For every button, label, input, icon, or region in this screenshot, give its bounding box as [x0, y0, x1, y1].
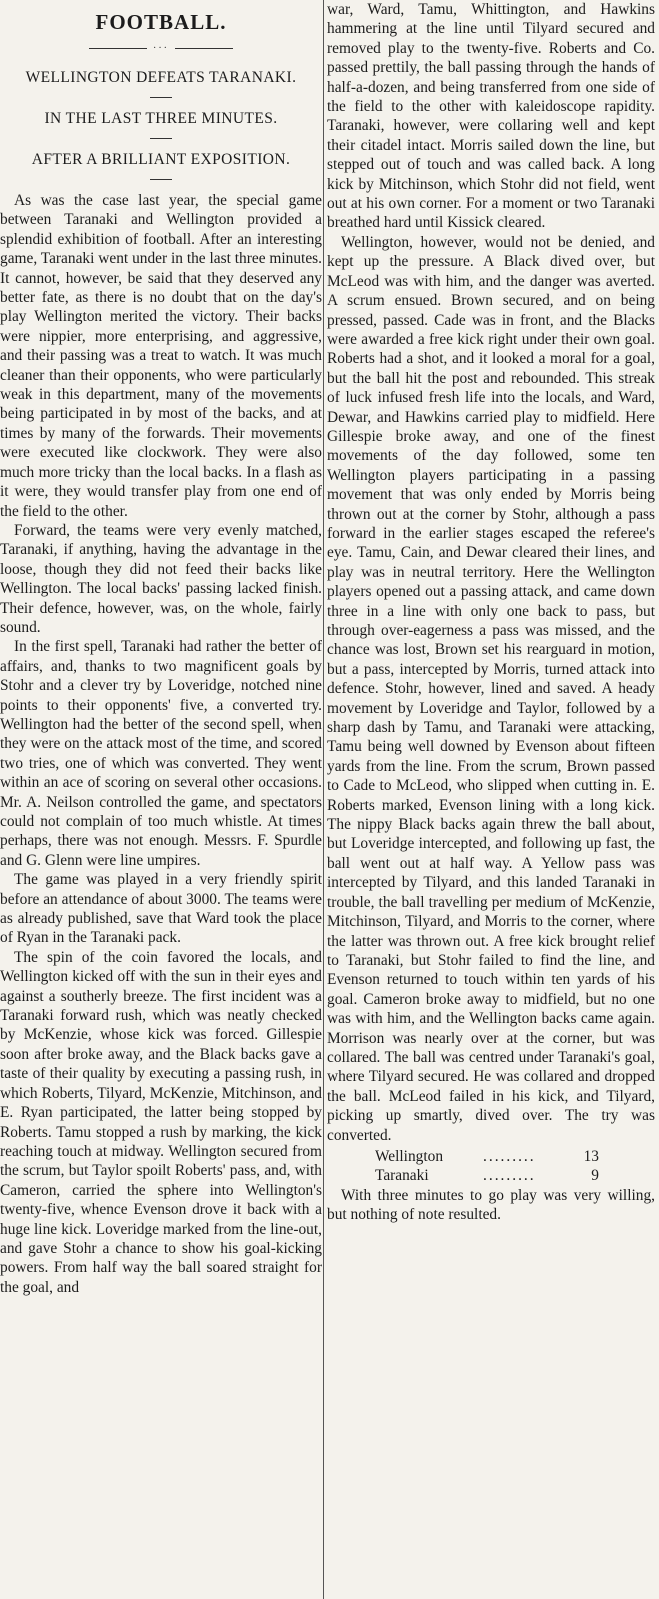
subhead-divider — [150, 138, 172, 139]
paragraph: The spin of the coin favored the locals, and Wellington kicked off with the sun in their eyes and against a southerly breeze. The first incident was a Taranaki forward rush, which was neatly checked by McKenzie, whose kick was forced. Gillespie soon after broke away, and the Black backs gave a taste of their quality by executing a passing rush, in which Roberts, Tilyard, McKenzie, Mitchinson, and E. Ryan participated, the latter being stopped by Roberts. Tamu stopped a rush by marking, the kick reaching touch at midway. Wellington secured from the scrum, but Taylor spoilt Roberts' pass, and, with Cameron, carried the sphere into Wellington's twenty-five, whence Evenson drove it back with a huge line kick. Loveridge marked from the line-out, and gave Stohr a chance to show his goal-kicking powers. From half way the ball soared straight for the goal, and — [0, 948, 322, 1296]
team-name: Taranaki — [375, 1167, 429, 1185]
article-title: FOOTBALL. — [95, 10, 227, 34]
paragraph: Forward, the teams were very evenly matched, Taranaki, if anything, having the advantage in the loose, though they did not feed their backs like Wellington. The local backs' passing lacked finish. Their defence, however, was, on the whole, fairly sound. — [0, 521, 322, 636]
leader-dots: ......... — [483, 1167, 536, 1185]
subhead-divider — [150, 179, 172, 180]
score-row — [327, 1166, 655, 1185]
team-points: 9 — [591, 1167, 599, 1185]
title-ornament: ··· — [0, 43, 322, 54]
subhead-1: WELLINGTON DEFEATS TARANAKI. — [25, 69, 297, 86]
subhead-3: AFTER A BRILLIANT EXPOSITION. — [31, 151, 291, 168]
team-points: 13 — [583, 1147, 599, 1165]
right-column — [327, 0, 655, 1225]
team-name: Wellington — [375, 1147, 444, 1165]
closing-paragraph: With three minutes to go play was very willing, but nothing of note resulted. — [327, 1186, 655, 1224]
subhead-2: IN THE LAST THREE MINUTES. — [44, 110, 278, 127]
left-column — [0, 0, 322, 1297]
paragraph: Wellington, however, would not be denied, and kept up the pressure. A Black dived over, but McLeod was with him, and the danger was averted. A scrum ensued. Brown secured, and on being pressed, passed. Cade was in front, and the Blacks were awarded a free kick right under their own goal. Roberts had a shot, and it looked a moral for a goal, but the ball hit the post and rebounded. This streak of luck infused fresh life into the locals, and Ward, Dewar, and Hawkins carried play to midfield. Here Gillespie broke away, and one of the finest movements of the day followed, some ten Wellington players participating in a passing movement that was only ended by Morris being thrown out at the corner by Stohr, although a pass forward in the earlier stages escaped the referee's eye. Tamu, Cain, and Dewar cleared their lines, and play was in neutral territory. Here the Wellington players opened out a passing attack, and came down three in a line with only one back to pass, but through over-eagerness a pass was missed, and the chance was lost, Brown set his rearguard in motion, but a pass, intercepted by Morris, turned attack into defence. Stohr, however, lined and saved. A heady movement by Loveridge and Taylor, followed by a sharp dash by Tamu, and Taranaki were attacking, Tamu being well downed by Evenson about fifteen yards from the line. From the scrum, Brown passed to Cade to McLeod, who slipped when cutting in. E. Roberts marked, Evenson lining with a long kick. The nippy Black backs again threw the ball about, but Loveridge intercepted, and following up fast, the ball went out at half way. A Yellow pass was intercepted by Tilyard, and this landed Taranaki in trouble, the ball travelling per medium of McKenzie, Mitchinson, Tilyard, and Morris to the corner, where the latter was thrown out. A free kick brought relief to Taranaki, but Stohr failed to find the line, and Evenson returned to touch within ten yards of his goal. Cameron broke away to midfield, but no one was with him, and the Wellington backs came again. Morrison was nearly over at the corner, but was collared. The ball was centred under Taranaki's goal, where Tilyard secured. He was collared and dropped the ball. McLeod failed in his kick, and Tilyard, picking up smartly, dived over. The try was converted. — [327, 233, 655, 1144]
paragraph: The game was played in a very friendly spirit before an attendance of about 3000. The teams were as already published, save that Ward took the place of Ryan in the Taranaki pack. — [0, 871, 322, 947]
column-divider — [323, 0, 324, 1599]
paragraph: In the first spell, Taranaki had rather the better of affairs, and, thanks to two magnificent goals by Stohr and a clever try by Loveridge, notched nine points to their opponents' five, a converted try. Wellington had the better of the second spell, when they were on the attack most of the time, and scored two tries, one of which was converted. They went within an ace of scoring on several other occasions. Mr. A. Neilson controlled the game, and spectators could not complain of too much whistle. At times perhaps, there was not enough. Messrs. F. Spurdle and G. Glenn were line umpires. — [0, 638, 322, 869]
paragraph: As was the case last year, the special game between Taranaki and Wellington provided a splendid exhibition of football. After an interesting game, Taranaki went under in the last three minutes. It cannot, however, be said that they deserved any better fate, as there is no doubt that on the day's play Wellington merited the victory. Their backs were nippier, more enterprising, and aggressive, and their passing was a treat to watch. It was much cleaner than their opponents, who were particularly weak in this department, many of the movements being participated in by most of the backs, and at times by many of the forwards. Their movements were executed like clockwork. They were also much more tricky than the local backs. In a flash as it were, they would transfer play from one end of the field to the other. — [0, 192, 322, 520]
final-score — [327, 1147, 655, 1186]
subhead-divider — [150, 97, 172, 98]
paragraph: war, Ward, Tamu, Whittington, and Hawkins hammering at the line until Tilyard secured and removed play to the twenty-five. Roberts and Co. passed prettily, the ball passing through the hands of half-a-dozen, and being transferred from one side of the field to the other with kaleidoscope rapidity. Taranaki, however, were collaring well and kept their citadel intact. Morris sailed down the line, but stepped out of touch and was called back. A long kick by Mitchinson, which Stohr did not field, went out at his own corner. For a moment or two Taranaki breathed hard until Kissick cleared. — [327, 1, 655, 232]
leader-dots: ......... — [483, 1147, 536, 1165]
score-row — [327, 1147, 655, 1166]
